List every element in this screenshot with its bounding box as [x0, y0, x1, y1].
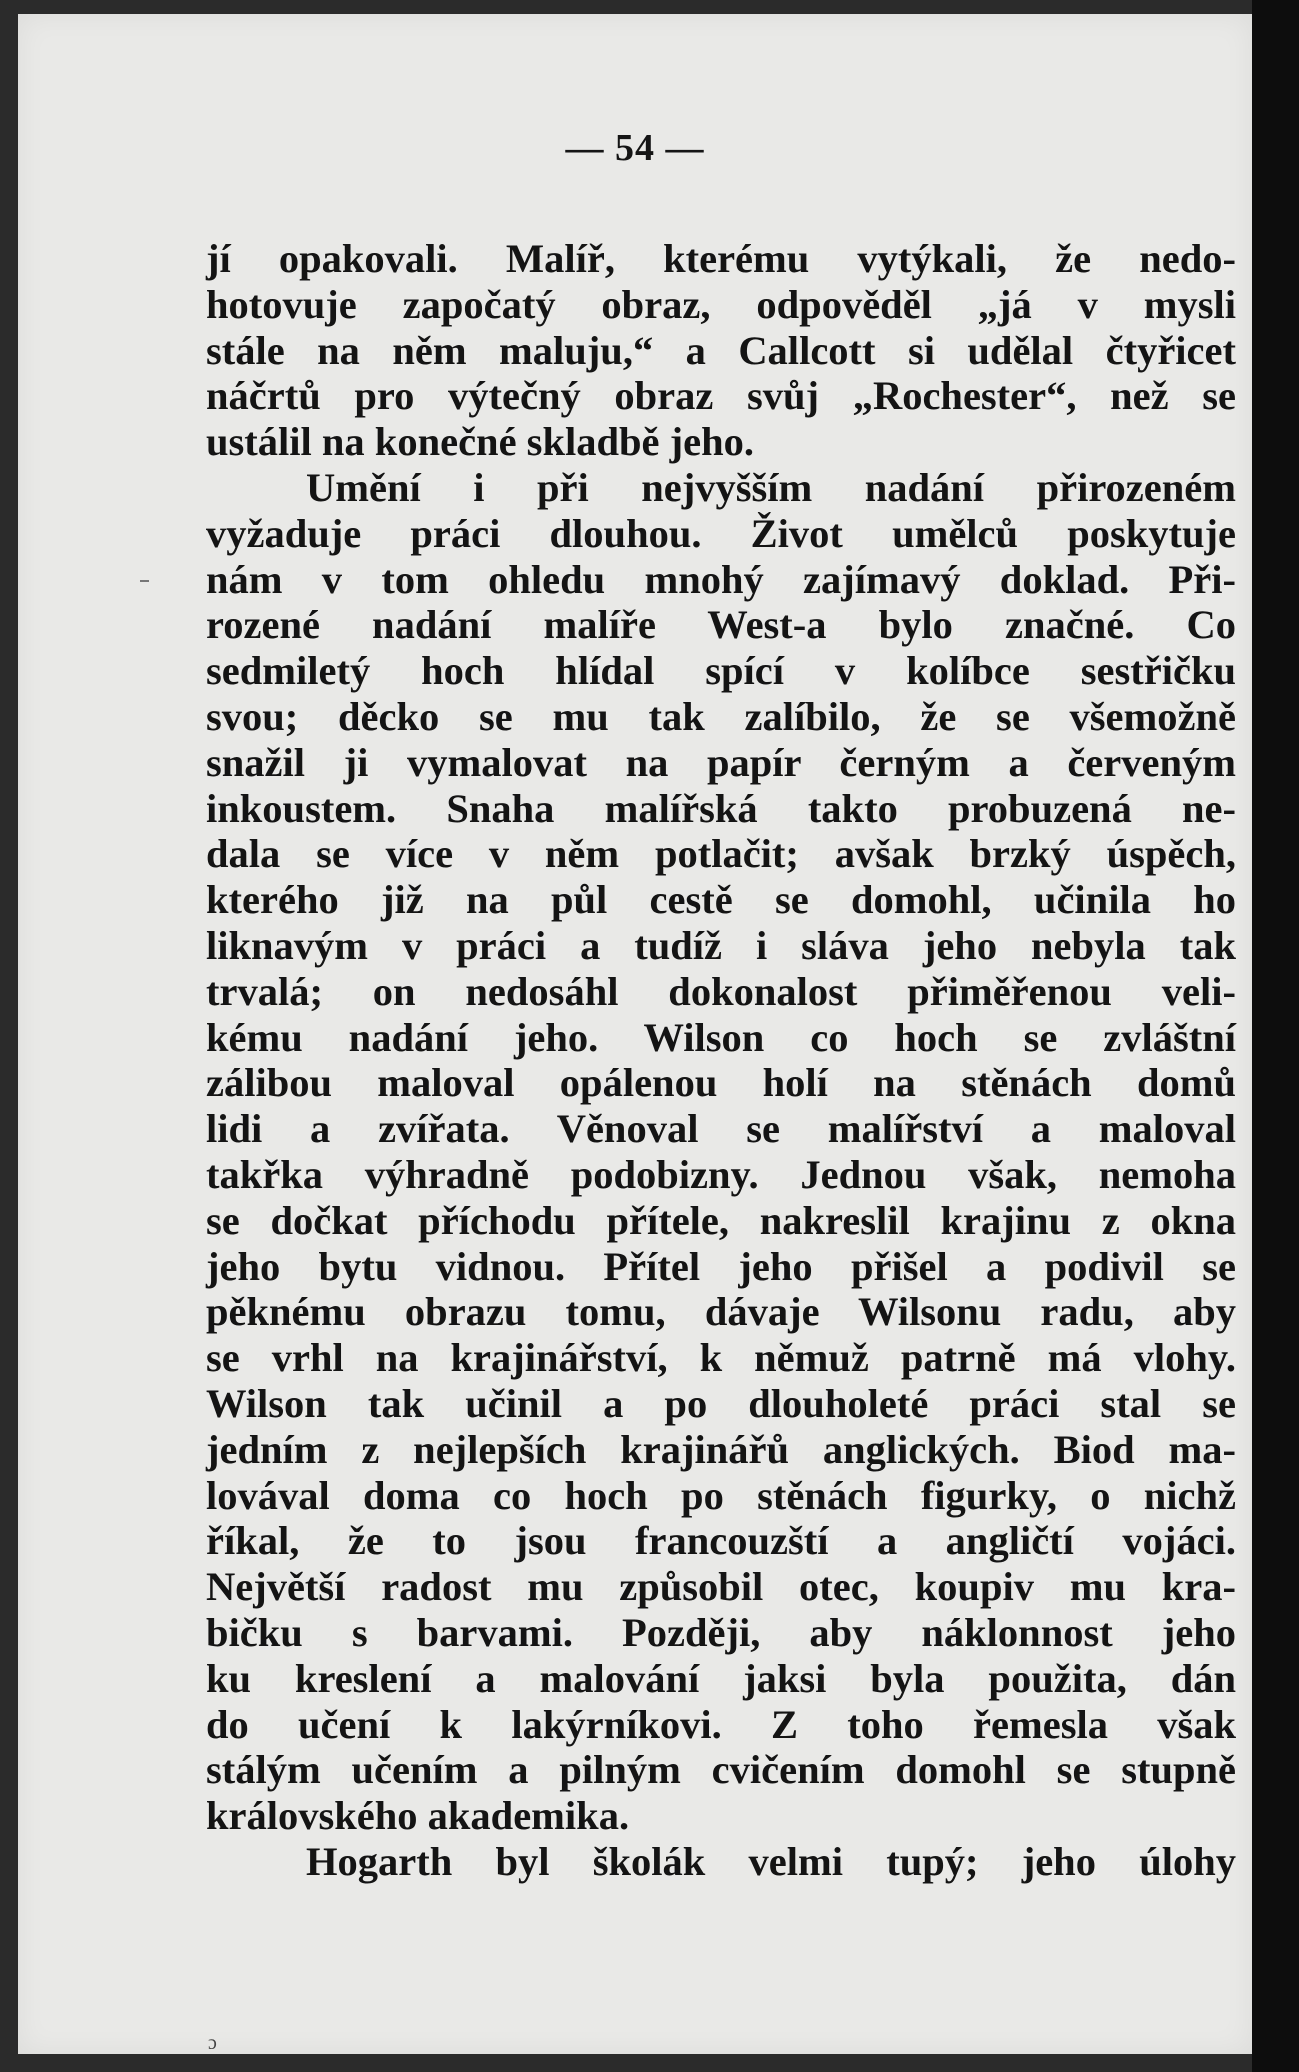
- text-line: ku kreslení a malování jaksi byla použita, dán: [206, 1655, 1236, 1701]
- text-line: liknavým v práci a tudíž i sláva jeho nebyla tak: [206, 922, 1236, 968]
- text-line: vyžaduje práci dlouhou. Život umělců poskytuje: [206, 510, 1236, 556]
- text-line: jeho bytu vidnou. Přítel jeho přišel a podivil se: [206, 1243, 1236, 1289]
- scan-edge: [1252, 0, 1299, 2072]
- text-line: bičku s barvami. Později, aby náklonnost jeho: [206, 1609, 1236, 1655]
- text-line: pěknému obrazu tomu, dávaje Wilsonu radu, aby: [206, 1289, 1236, 1335]
- text-line: královského akademika.: [206, 1793, 630, 1839]
- text-line: Hogarth byl školák velmi tupý; jeho úlohy: [306, 1838, 1236, 1884]
- text-line: jí opakovali. Malíř, kterému vytýkali, že nedo-: [206, 236, 1236, 281]
- text-line: stálým učením a pilným cvičením domohl se stupně: [206, 1747, 1236, 1793]
- text-line: náčrtů pro výtečný obraz svůj „Rochester“, než se: [206, 373, 1236, 419]
- text-line: se dočkat příchodu přítele, nakreslil krajinu z okna: [206, 1197, 1236, 1243]
- text-line: inkoustem. Snaha malířská takto probuzená ne-: [206, 785, 1236, 831]
- text-line: stále na něm maluju,“ a Callcott si udělal čtyřicet: [206, 327, 1236, 373]
- text-line: hotovuje započatý obraz, odpověděl „já v mysli: [206, 281, 1236, 327]
- text-line: jedním z nejlepších krajinářů anglických. Biod ma-: [206, 1426, 1236, 1472]
- text-line: říkal, že to jsou francouzští a angličtí vojáci.: [206, 1518, 1236, 1564]
- footer-mark: ɔ: [208, 2032, 217, 2054]
- text-line: Největší radost mu způsobil otec, koupiv mu kra-: [206, 1564, 1236, 1610]
- text-line: ustálil na konečné skladbě jeho.: [206, 419, 754, 465]
- text-line: rozené nadání malíře West-a bylo značné. Co: [206, 602, 1236, 648]
- text-line: dala se více v něm potlačit; avšak brzký úspěch,: [206, 831, 1236, 877]
- text-line: Umění i při nejvyšším nadání přirozeném: [306, 464, 1236, 510]
- text-line: kterého již na půl cestě se domohl, učinila ho: [206, 877, 1236, 923]
- text-line: sedmiletý hoch hlídal spící v kolíbce sestřičku: [206, 648, 1236, 694]
- text-line: do učení k lakýrníkovi. Z toho řemesla však: [206, 1701, 1236, 1747]
- text-line: zálibou maloval opálenou holí na stěnách domů: [206, 1060, 1236, 1106]
- body-text: [206, 236, 1236, 1885]
- text-line: svou; děcko se mu tak zalíbilo, že se všemožně: [206, 693, 1236, 739]
- text-line: trvalá; on nedosáhl dokonalost přiměřenou veli-: [206, 968, 1236, 1014]
- text-line: lidi a zvířata. Věnoval se malířství a maloval: [206, 1106, 1236, 1152]
- text-line: kému nadání jeho. Wilson co hoch se zvláštní: [206, 1014, 1236, 1060]
- text-line: takřka výhradně podobizny. Jednou však, nemoha: [206, 1151, 1236, 1197]
- text-line: snažil ji vymalovat na papír černým a červeným: [206, 739, 1236, 785]
- page-number: — 54 —: [565, 127, 705, 169]
- book-page: [18, 14, 1252, 2054]
- margin-mark: [140, 580, 149, 582]
- text-line: Wilson tak učinil a po dlouholeté práci stal se: [206, 1380, 1236, 1426]
- text-line: se vrhl na krajinářství, k němuž patrně má vlohy.: [206, 1335, 1236, 1381]
- text-line: nám v tom ohledu mnohý zajímavý doklad. Při-: [206, 556, 1236, 602]
- text-line: lovával doma co hoch po stěnách figurky, o nichž: [206, 1472, 1236, 1518]
